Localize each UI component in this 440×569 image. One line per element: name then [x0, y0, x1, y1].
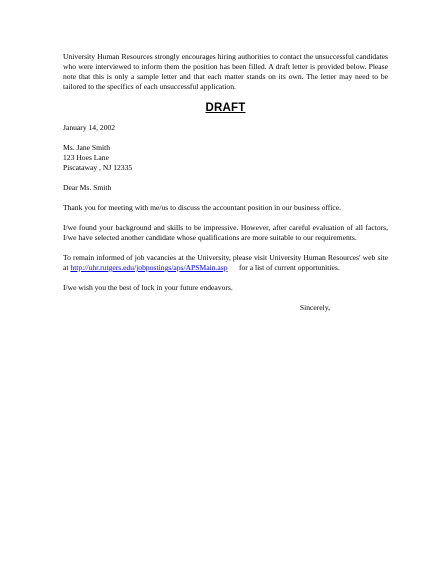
recipient-city: Piscataway , NJ 12335: [63, 163, 133, 172]
body-paragraph-4: I/we wish you the best of luck in your future endeavors.: [63, 283, 233, 292]
recipient-address: [63, 143, 388, 173]
letter-page: [63, 52, 388, 313]
paragraph-3-text-after: for a list of current opportunities.: [227, 263, 340, 272]
intro-paragraph: University Human Resources strongly encourages hiring authorities to contact the unsuccessful candidates who were interviewed to inform them the position has been filled. A draft letter is provided below. Please note that this is only a sample letter and that each matter stands on its own. The letter may need to be tailored to the specifics of each unsuccessful application.: [63, 52, 388, 91]
body-paragraph-3: [63, 253, 388, 273]
recipient-street: 123 Hoes Lane: [63, 153, 109, 162]
salutation: Dear Ms. Smith: [63, 183, 112, 192]
body-paragraph-2: I/we found your background and skills to be impressive. However, after careful evaluation of all factors, I/we have selected another candidate whose qualifications are more suitable to our requirements.: [63, 223, 388, 242]
draft-title: DRAFT: [205, 102, 246, 114]
body-paragraph-1: Thank you for meeting with me/us to discuss the accountant position in our business office.: [63, 203, 342, 212]
job-postings-link[interactable]: http://uhr.rutgers.edu/jobpostings/aps/APSMain.asp: [70, 263, 228, 272]
recipient-name: Ms. Jane Smith: [63, 143, 111, 152]
closing: Sincerely,: [299, 303, 330, 312]
letter-date: January 14, 2002: [63, 123, 116, 132]
paragraph-3-text-before: To remain informed of job vacancies at the University, please visit University Human Resources' web site at: [63, 253, 388, 272]
